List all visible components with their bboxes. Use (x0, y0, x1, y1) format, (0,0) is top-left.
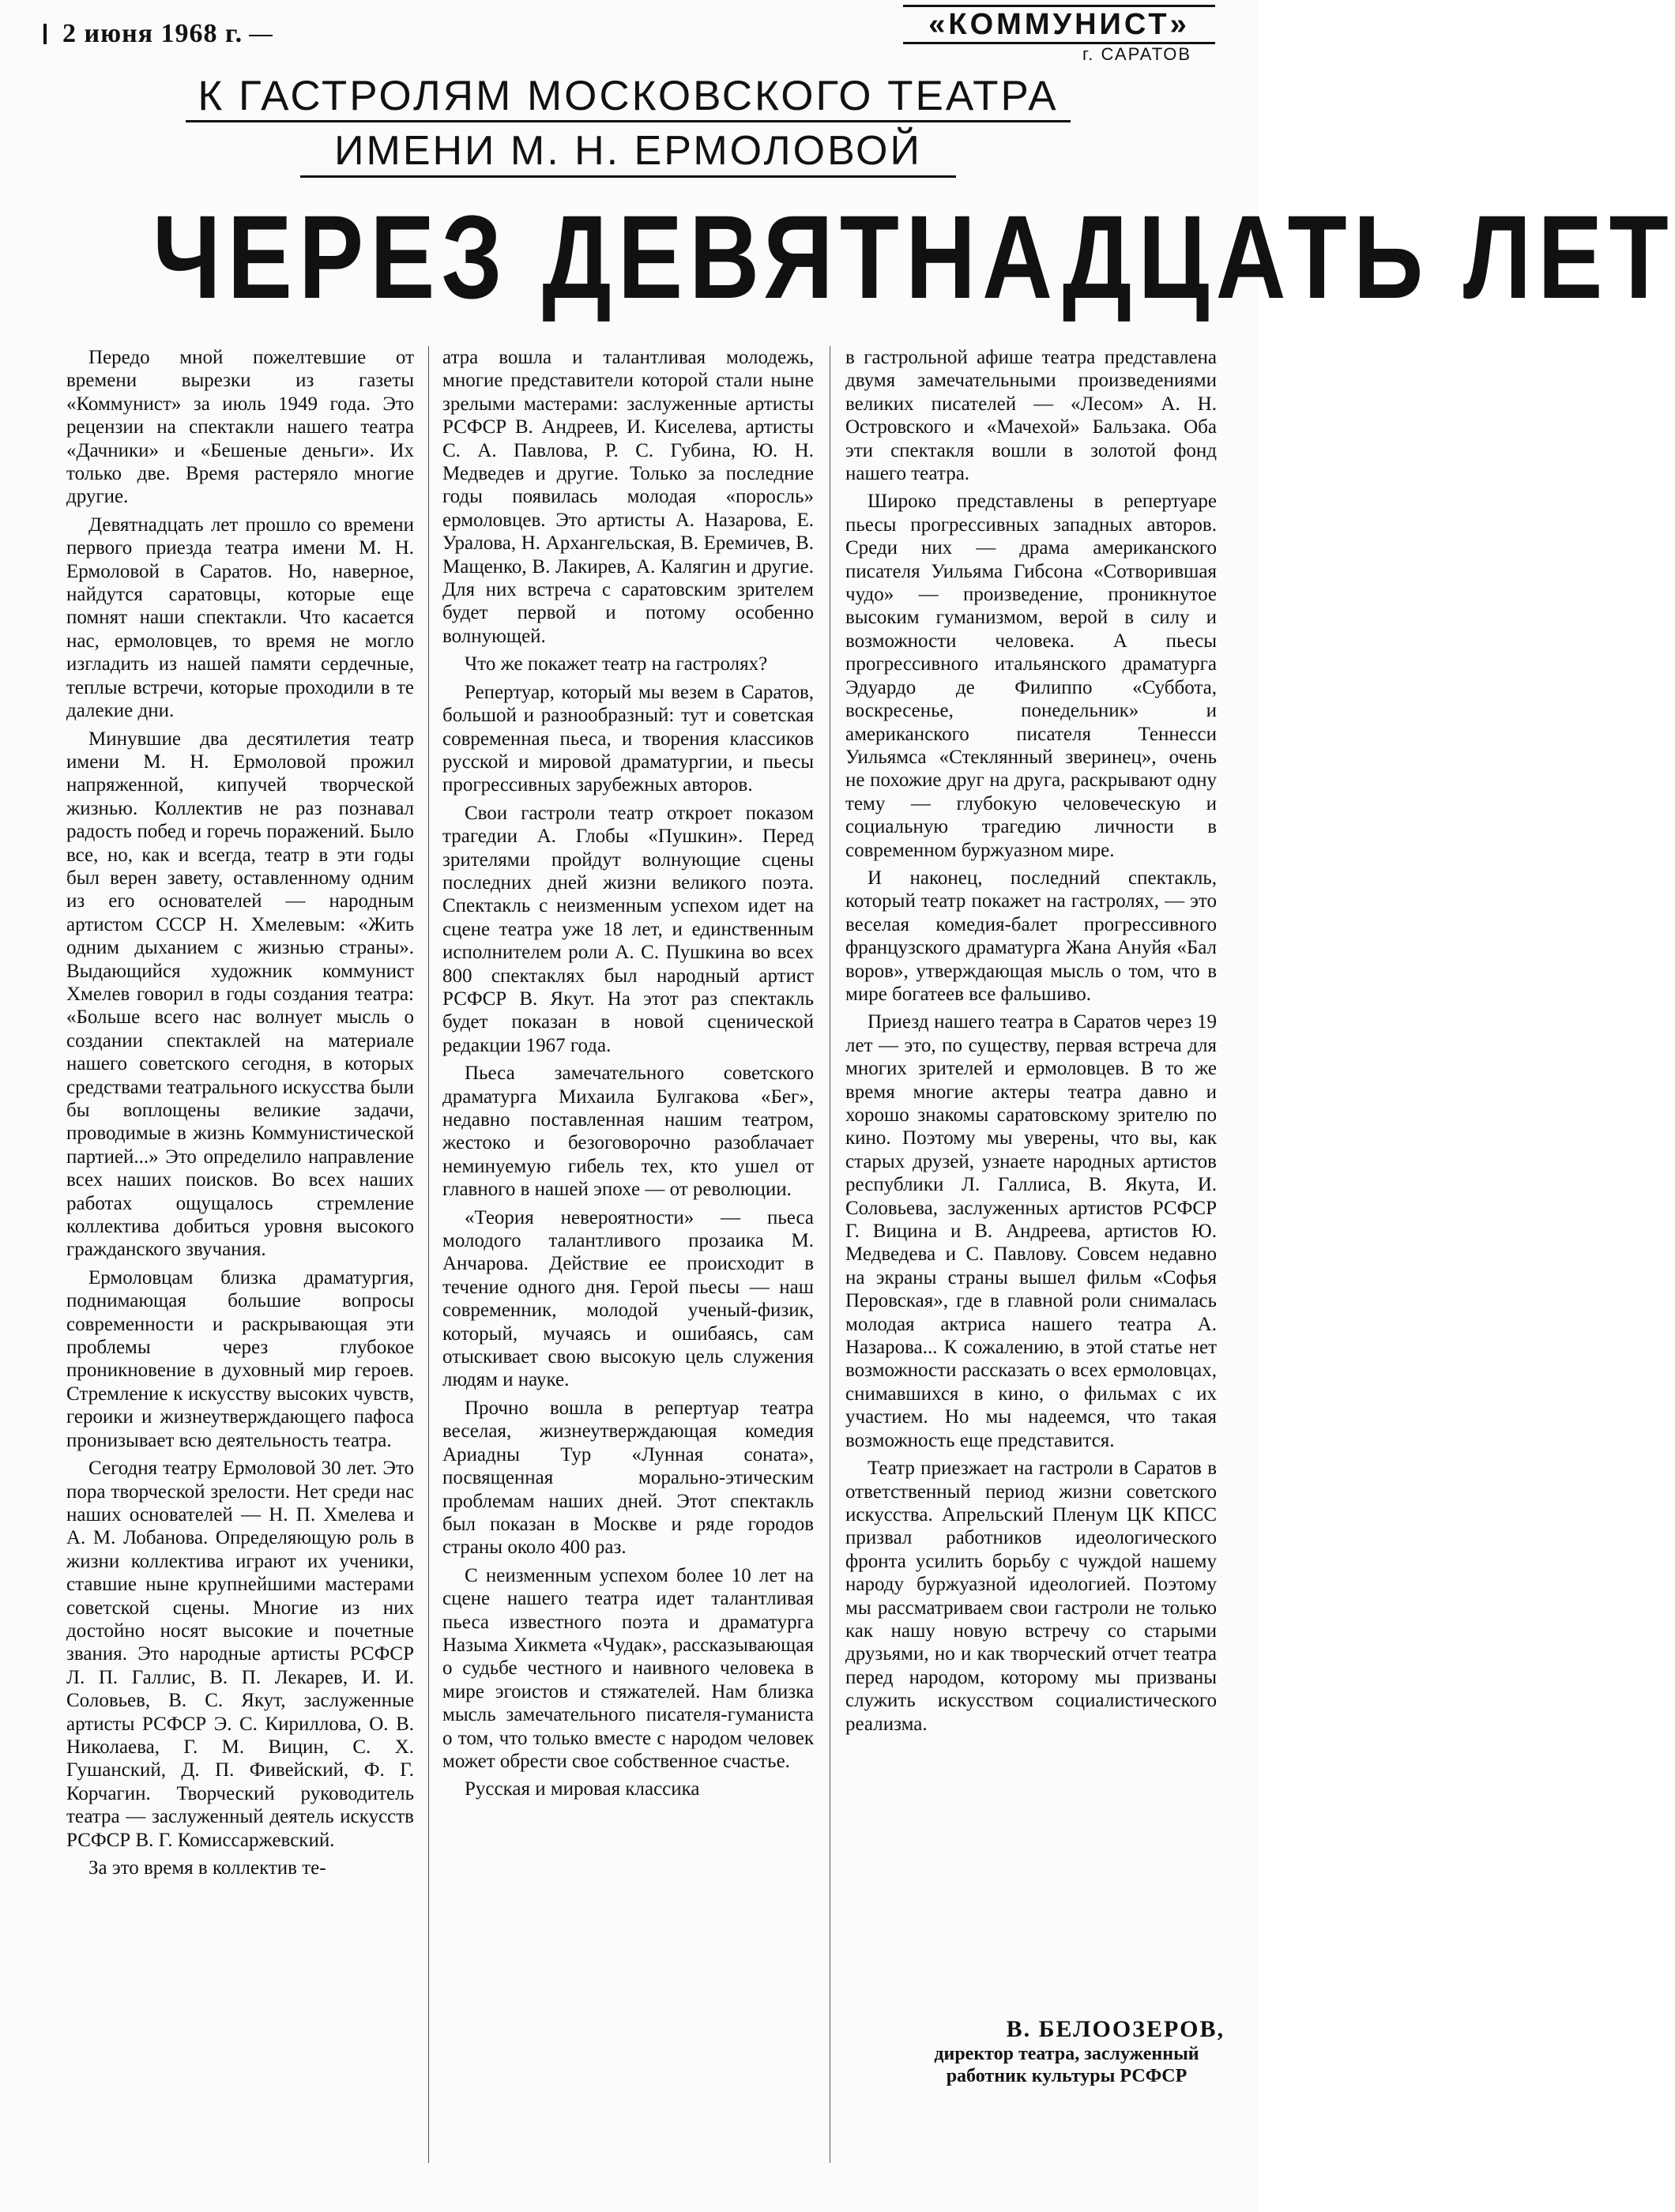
article-column-3 (845, 346, 1217, 2013)
paragraph: Театр приезжает на гастроли в Саратов в ответственный период жизни советского искусства. Апрельский Пленум ЦК КПСС призвал работников идеологического фронта усилить борьбу с чуждой нашему народу буржуазной идеологией. Поэтому мы рассматриваем свои гастроли не только как нашу новую встречу со старыми друзьями, но и как творческий отчет театра перед народом, которому мы призваны служить искусством социалистического реализма. (845, 1458, 1217, 1735)
paragraph: Репертуар, который мы везем в Саратов, большой и разнообразный: тут и советская современная пьеса, и творения классиков русской и мировой драматургии, и пьесы прогрессивных зарубежных авторов. (442, 681, 814, 796)
newspaper-name: «КОММУНИСТ» (903, 5, 1215, 44)
paragraph: Передо мной пожелтевшие от времени вырезки из газеты «Коммунист» за июль 1949 года. Это рецензии на спектакли нашего театра «Дачники» и «Бешеные деньги». Их только две. Время растеряло многие другие. (66, 347, 414, 508)
paragraph: Русская и мировая классика (465, 1778, 700, 1800)
date-rule (249, 35, 273, 36)
newspaper-city: г. САРАТОВ (1082, 44, 1191, 64)
kicker-line-2: ИМЕНИ М. Н. ЕРМОЛОВОЙ (300, 126, 956, 178)
article-headline: ЧЕРЕЗ ДЕВЯТНАДЦАТЬ ЛЕТ (152, 190, 1675, 323)
date-text: 2 июня 1968 г. (62, 19, 243, 48)
author-signature (893, 2016, 1225, 2087)
paragraph: Ермоловцам близка драматургия, поднимающая большие вопросы современности и раскрывающая эти проблемы через глубокое проникновение в духовный мир героев. Стремление к искусству высоких чувств, героики и жизнеутверждающего пафоса пронизывает всю деятельность театра. (66, 1266, 414, 1451)
paragraph: в гастрольной афише театра представлена двумя замечательными произведениями великих писателей — «Лесом» А. Н. Островского и «Мачехой» Бальзака. Оба эти спектакля вошли в золотой фонд нашего театра. (845, 347, 1217, 485)
paragraph: С неизменным успехом более 10 лет на сцене нашего театра идет талантливая пьеса известного поэта и драматурга Назыма Хикмета «Чудак», рассказывающая о судьбе честного и наивного человека в мире эгоистов и стяжателей. Нам близка мысль замечательного писателя-гуманиста о том, что только вместе с народом человек может обрести свое собственное счастье. (442, 1564, 814, 1772)
paragraph: Приезд нашего театра в Саратов через 19 лет — это, по существу, первая встреча для многих зрителей и ермоловцев. В то же время многие актеры театра давно и хорошо знакомы саратовскому зрителю по кино. Поэтому мы уверены, что вы, как старых друзей, узнаете народных артистов республики Л. Галлиса, В. Якута, И. Соловьева, заслуженных артистов РСФСР Г. Вицина и В. Андреева, артистов Ю. Медведева и С. Павлову. Совсем недавно на экраны страны вышел фильм «Софья Перовская», где в главной роли снималась молодая актриса нашего театра А. Назарова... К сожалению, в этой статье нет возможности рассказать о всех ермоловцах, снимавшихся в кино, о фильмах с их участием. Но мы надеемся, что такая возможность еще представится. (845, 1011, 1217, 1451)
kicker-line-1: К ГАСТРОЛЯМ МОСКОВСКОГО ТЕАТРА (186, 73, 1071, 122)
column-divider (428, 346, 429, 2163)
paragraph: Что же покажет театр на гастролях? (465, 653, 768, 675)
paragraph: И наконец, последний спектакль, который театр покажет на гастролях, — это веселая комедия-балет прогрессивного французского драматурга Жана Ануйя «Бал воров», утверждающая мысль о том, что в мире богатеев все фальшиво. (845, 867, 1217, 1005)
publication-date (43, 19, 273, 49)
paragraph: Девятнадцать лет прошло со времени первого приезда театра имени М. Н. Ермоловой в Саратов. Но, наверное, найдутся саратовцы, которые еще помнят наши спектакли. Что касается нас, ермоловцев, то время не могло изгладить из нашей памяти сердечные, теплые встречи, которые проходили в те далекие дни. (66, 514, 414, 722)
article-column-2 (442, 346, 814, 2195)
paragraph: За это время в коллектив те- (88, 1857, 326, 1879)
clipping-edge-mark (43, 24, 58, 44)
author-name: В. БЕЛООЗЕРОВ, (1006, 2016, 1225, 2042)
paragraph: Пьеса замечательного советского драматурга Михаила Булгакова «Бег», недавно поставленная нашим театром, жестоко и безоговорочно разоблачает неминуемую гибель тех, кто ушел от главного в нашей эпохе — от революции. (442, 1063, 814, 1201)
paragraph: Сегодня театру Ермоловой 30 лет. Это пора творческой зрелости. Нет среди нас наших основателей — Н. П. Хмелева и А. М. Лобанова. Определяющую роль в жизни коллектива играют их ученики, ставшие ныне крупнейшими мастерами советской сцены. Многие из них достойно носят высокие и почетные звания. Это народные артисты РСФСР Л. П. Галлис, В. П. Лекарев, И. И. Соловьев, В. С. Якут, заслуженные артисты РСФСР Э. С. Кириллова, О. В. Николаева, Г. М. Вицин, С. Х. Гушанский, Д. П. Фивейский, Ф. Г. Корчагин. Творческий руководитель театра — заслуженный деятель искусств РСФСР В. Г. Комиссаржевский. (66, 1458, 414, 1851)
paragraph: атра вошла и талантливая молодежь, многие представители которой стали ныне зрелыми мастерами: заслуженные артисты РСФСР В. Андреев, И. Киселева, артисты С. А. Павлова, Р. С. Губина, Ю. Н. Медведев и другие. Только за последние годы появилась молодая «поросль» ермоловцев. Это артисты А. Назарова, Е. Уралова, Н. Архангельская, В. Еремичев, В. Мащенко, В. Лакирев, А. Калягин и другие. Для них встреча с саратовским зрителем будет первой и потому особенно волнующей. (442, 347, 814, 647)
paragraph: Свои гастроли театр откроет показом трагедии А. Глобы «Пушкин». Перед зрителями пройдут волнующие сцены последних дней жизни великого поэта. Спектакль с неизменным успехом идет на сцене театра уже 18 лет, и единственным исполнителем роли А. С. Пушкина во всех 800 спектаклях был народный артист РСФСР В. Якут. На этот раз спектакль будет показан в новой сценической редакции 1967 года. (442, 802, 814, 1056)
paragraph: «Теория невероятности» — пьеса молодого талантливого прозаика М. Анчарова. Действие ее происходит в течение одного дня. Герой пьесы — наш современник, молодой ученый-физик, который, мучаясь и ошибаясь, сам отыскивает свою высокую цель служения людям и науке. (442, 1206, 814, 1391)
paragraph: Минувшие два десятилетия театр имени М. Н. Ермоловой прожил напряженной, кипучей творческой жизнью. Коллектив не раз познавал радость побед и горечь поражений. Было все, но, как и всегда, театр в эти годы был верен завету, оставленному одним из его основателей — народным артистом СССР Н. Хмелевым: «Жить одним дыханием с жизнью страны». Выдающийся художник коммунист Хмелев говорил в годы создания театра: «Больше всего нас волнует мысль о создании спектаклей на материале нашего советского сегодня, в которых средствами театрального искусства были бы воплощены великие задачи, проводимые в жизнь Коммунистической партией...» Это определило направление всех наших поисков. Во всех наших работах ощущалось стремление коллектива добиться уровня высокого гражданского звучания. (66, 728, 414, 1261)
paragraph: Прочно вошла в репертуар театра веселая, жизнеутверждающая комедия Ариадны Тур «Лунная соната», посвященная морально-этическим проблемам наших дней. Этот спектакль был показан в Москве и ряде городов страны около 400 раз. (442, 1397, 814, 1559)
article-column-1 (66, 346, 414, 2179)
paragraph: Широко представлены в репертуаре пьесы прогрессивных западных авторов. Среди них — драма американского писателя Уильяма Гибсона «Сотворившая чудо» — произведение, проникнутое высоким гуманизмом, верой в силу и возможности человека. А пьесы прогрессивного итальянского драматурга Эдуардо де Филиппо «Суббота, воскресенье, понедельник» и американского писателя Теннесси Уильямса «Стеклянный зверинец», очень не похожие друг на друга, раскрывают одну тему — глубокую человеческую и социальную трагедию личности в современном буржуазном мире. (845, 491, 1217, 861)
author-position: директор театра, заслуженный работник культуры РСФСР (934, 2044, 1199, 2086)
newspaper-stamp (903, 5, 1215, 65)
